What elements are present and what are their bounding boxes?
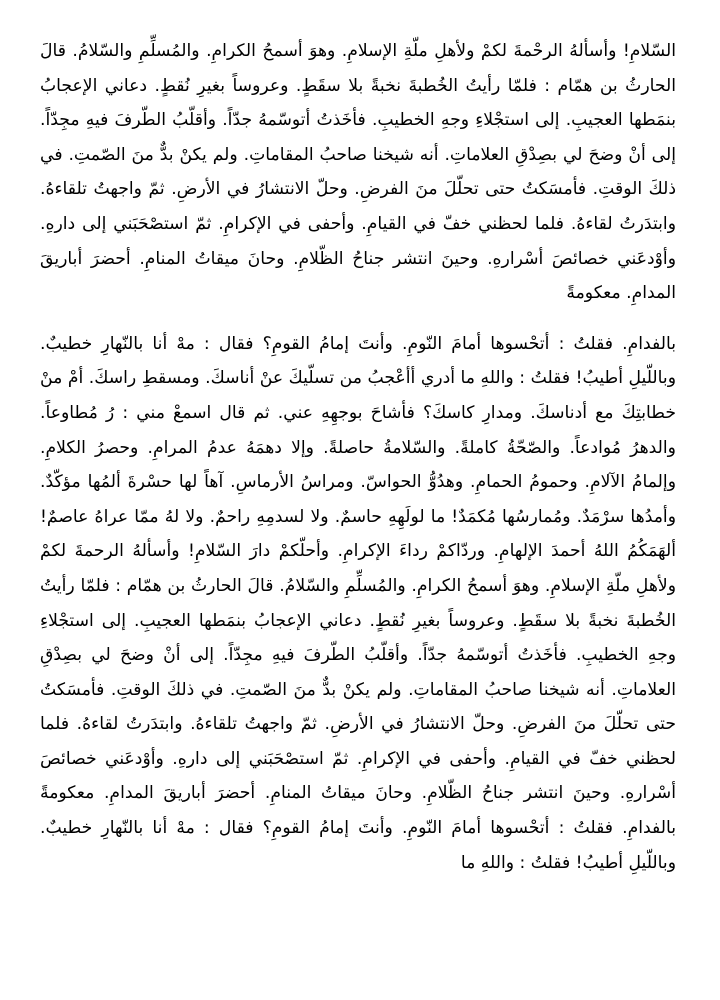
paragraph-2: بالفدامِ. فقلتُ : أتحْسوها أمامَ النّومِ. وأنتَ إمامُ القومِ؟ فقال : مهْ أنا بالنّهارِ خطيبٌ. وباللّيلِ أطيبُ! فقلتُ : واللهِ ما أدري أأعْجبُ من تسلّيكَ عنْ أناسكَ. ومسقطِ راسكَ. أمْ منْ خطابتِكَ مع أدناسكَ. ومدارِ كاسكَ؟ فأشاحَ بوجهِهِ عني. ثم قال اسمعْ مني : رُ مُطاوعاً. والدهرُ مُوادعاً. والصّحّةُ كاملةً. والسّلامةُ حاصلةً. وإلا دهمَهُ عدمُ المرامِ. وحصرُ الكلامِ. وإلمامُ الآلامِ. وحمومُ الحمامِ. وهدُوُّ الحواسّ. ومراسُ الأرماسِ. آهاً لها حسْرةَ ألمُها مؤكّدٌ. وأمدُها سرْمَدٌ. ومُمارسُها مُكمَدٌ! ما لولَهِهِ حاسمٌ. ولا لسدمِهِ راحمٌ. ولا لهُ ممّا عراهُ عاصمٌ! ألهَمَكُمُ اللهُ أحمدَ الإلهامِ. وردّاكمْ رداءَ الإكرامِ. وأحلّكمْ دارَ السّلامِ! وأسألهُ الرحمةَ لكمْ ولأهلِ ملّةِ الإسلامِ. وهوَ أسمحُ الكرامِ. والمُسلِّمِ والسّلامُ. قالَ الحارثُ بن همّام : فلمّا رأيتُ الخُطبةَ نخبةً بلا سقَطٍ. وعروساً بغيرِ نُقطٍ. دعاني الإعجابُ بنمَطها العجيبِ. إلى استجْلاءِ وجهِ الخطيبِ. فأخَذتُ أتوسّمهُ جدّاً. وأقلّبُ الطّرفَ فيهِ مجِدّاً. إلى أنْ وضحَ لي بصِدْقِ العلاماتِ. أنه شيخنا صاحبُ المقاماتِ. ولم يكنْ بدٌّ منَ الصّمتِ. في ذلكَ الوقتِ. فأمسَكتُ حتى تحلّلَ منَ الفرضِ. وحلّ الانتشارُ في الأرضِ. ثمّ واجهتُ تلقاءهُ. وابتدَرتُ لقاءهُ. فلما لحظني خفّ في القيامِ. وأحفى في الإكرامِ. ثمّ استصْحَبَني إلى دارهِ. وأوْدعَني خصائصَ أسْرارهِ. وحينَ انتشر جناحُ الظّلامِ. وحانَ ميقاتُ المنامِ. أحضرَ أباريقَ المدامِ. معكومةً بالفدامِ. فقلتُ : أتحْسوها أمامَ النّومِ. وأنتَ إمامُ القومِ؟ فقال : مهْ أنا بالنّهارِ خطيبٌ. وباللّيلِ أطيبُ! فقلتُ : واللهِ ما — [40, 333, 676, 873]
paragraph-1: السّلامِ! وأسألهُ الرحْمةَ لكمْ ولأهلِ ملّةِ الإسلامِ. وهوَ أسمحُ الكرامِ. والمُسلِّمِ والسّلامُ. قالَ الحارثُ بن همّام : فلمّا رأيتُ الخُطبةَ نخبةً بلا سقَطٍ. وعروساً بغيرِ نُقطٍ. دعاني الإعجابُ بنمَطها العجيبِ. إلى استجْلاءِ وجهِ الخطيبِ. فأخَذتُ أتوسّمهُ جدّاً. وأقلّبُ الطّرفَ فيهِ مجِدّاً. إلى أنْ وضحَ لي بصِدْقِ العلاماتِ. أنه شيخنا صاحبُ المقاماتِ. ولم يكنْ بدٌّ منَ الصّمتِ. في ذلكَ الوقتِ. فأمسَكتُ حتى تحلّلَ منَ الفرضِ. وحلّ الانتشارُ في الأرضِ. ثمّ واجهتُ تلقاءهُ. وابتدَرتُ لقاءهُ. فلما لحظني خفّ في القيامِ. وأحفى في الإكرامِ. ثمّ استصْحَبَني إلى دارهِ. وأوْدعَني خصائصَ أسْرارهِ. وحينَ انتشر جناحُ الظّلامِ. وحانَ ميقاتُ المنامِ. أحضرَ أباريقَ المدامِ. معكومةً — [40, 41, 676, 304]
document-page — [40, 0, 676, 1000]
